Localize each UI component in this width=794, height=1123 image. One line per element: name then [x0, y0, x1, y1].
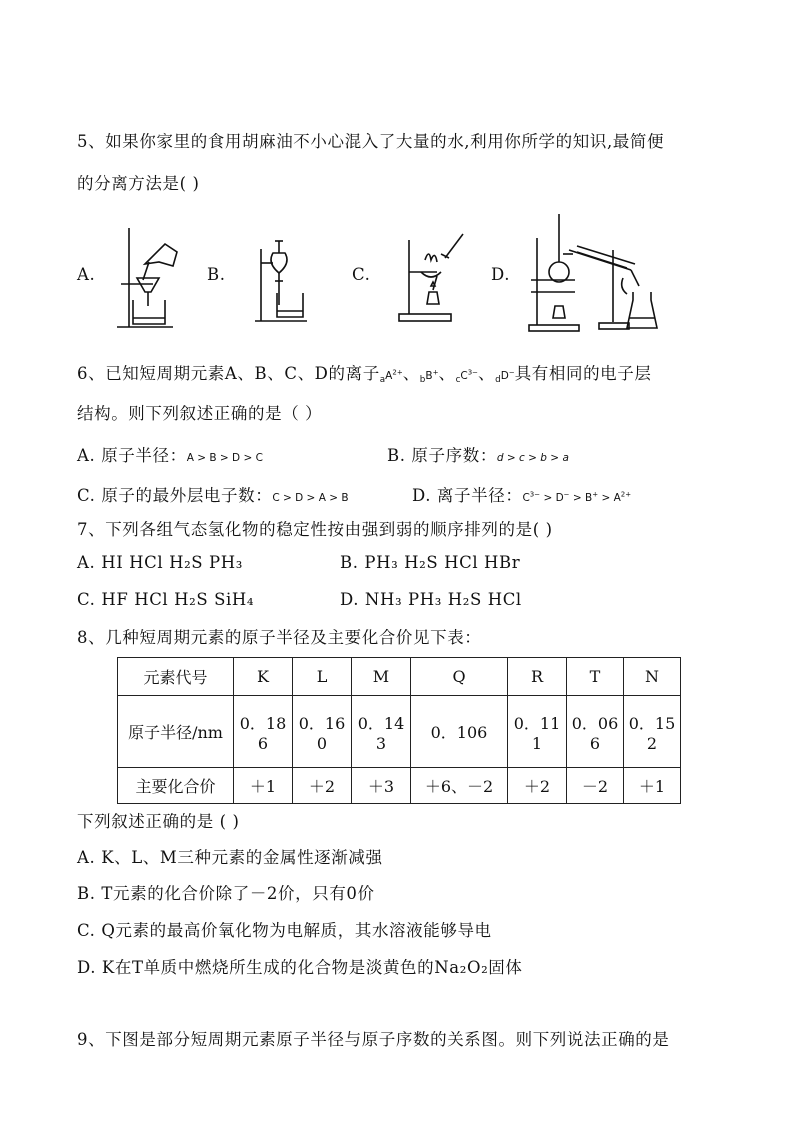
- ion-b: $_b$B+: [419, 368, 439, 386]
- distillation-apparatus-icon: [527, 210, 662, 332]
- filtration-apparatus-icon: [115, 222, 185, 330]
- q5-option-a-label: A.: [77, 265, 96, 284]
- q5-option-c-label: C.: [352, 265, 371, 284]
- ion-d: $_d$D−: [495, 368, 515, 386]
- q5-line2: 的分离方法是( ): [77, 174, 200, 193]
- q5-line1: 5、如果你家里的食用胡麻油不小心混入了大量的水,利用你所学的知识,最简便: [77, 132, 665, 151]
- q8-option-c: C. Q元素的最高价氧化物为电解质，其水溶液能够导电: [77, 921, 492, 940]
- q5-option-b-label: B.: [207, 265, 226, 284]
- table-valence-row: 主要化合价 ＋1 ＋2 ＋3 ＋6、－2 ＋2 －2 ＋1: [118, 768, 681, 804]
- q7-option-a: A. HI HCl H₂S PH₃: [77, 553, 243, 572]
- q6-line2: 结构。则下列叙述正确的是（ ）: [77, 404, 323, 423]
- q7-option-b: B. PH₃ H₂S HCl HBr: [340, 553, 521, 572]
- q8-after: 下列叙述正确的是 ( ): [77, 812, 240, 831]
- q6-line1-pre: 6、已知短周期元素A、B、C、D的离子: [77, 364, 380, 383]
- q7-option-d: D. NH₃ PH₃ H₂S HCl: [340, 590, 522, 609]
- q8-line: 8、几种短周期元素的原子半径及主要化合价见下表：: [77, 628, 482, 647]
- ion-c: $_cC^{3-}$: [455, 368, 479, 386]
- q6-option-a: A. 原子半径：A > B > D > C: [77, 446, 263, 465]
- q6-option-b: B. 原子序数：d > c > b > a: [387, 446, 569, 465]
- ion-a: $_aA^{2+}$: [379, 368, 403, 386]
- q6-line1-post: 具有相同的电子层: [514, 364, 652, 383]
- q5-option-d-label: D.: [491, 265, 511, 284]
- separatory-funnel-apparatus-icon: [253, 235, 311, 325]
- q7-option-c: C. HF HCl H₂S SiH₄: [77, 590, 255, 609]
- q8-option-a: A. K、L、M三种元素的金属性逐渐减强: [77, 848, 383, 867]
- table-header-row: 元素代号 K L M Q R T N: [118, 658, 681, 696]
- q8-option-d: D. K在T单质中燃烧所生成的化合物是淡黄色的Na₂O₂固体: [77, 958, 523, 977]
- q7-line: 7、下列各组气态氢化物的稳定性按由强到弱的顺序排列的是( ): [77, 520, 553, 539]
- q6-line1: 6、已知短周期元素A、B、C、D的离子$_aA^{2+}$、$_b$B+、$_cC^{3-}$、$_d$D−具有相同的电子层: [77, 364, 652, 386]
- q6-option-c: C. 原子的最外层电子数：C > D > A > B: [77, 486, 349, 505]
- q9-line: 9、下图是部分短周期元素原子半径与原子序数的关系图。则下列说法正确的是: [77, 1030, 670, 1049]
- element-data-table: [117, 657, 681, 804]
- q8-option-b: B. T元素的化合价除了－2价，只有0价: [77, 884, 375, 903]
- table-radius-row: 原子半径/nm 0．18 6 0．16 0 0．14 3 0．106 0．11 1 0．06 6 0．15 2: [118, 696, 681, 768]
- q6-option-d: D. 离子半径：$C^{3-} > D^- > B^+ > A^{2+}$: [412, 486, 632, 505]
- evaporation-apparatus-icon: [397, 230, 467, 324]
